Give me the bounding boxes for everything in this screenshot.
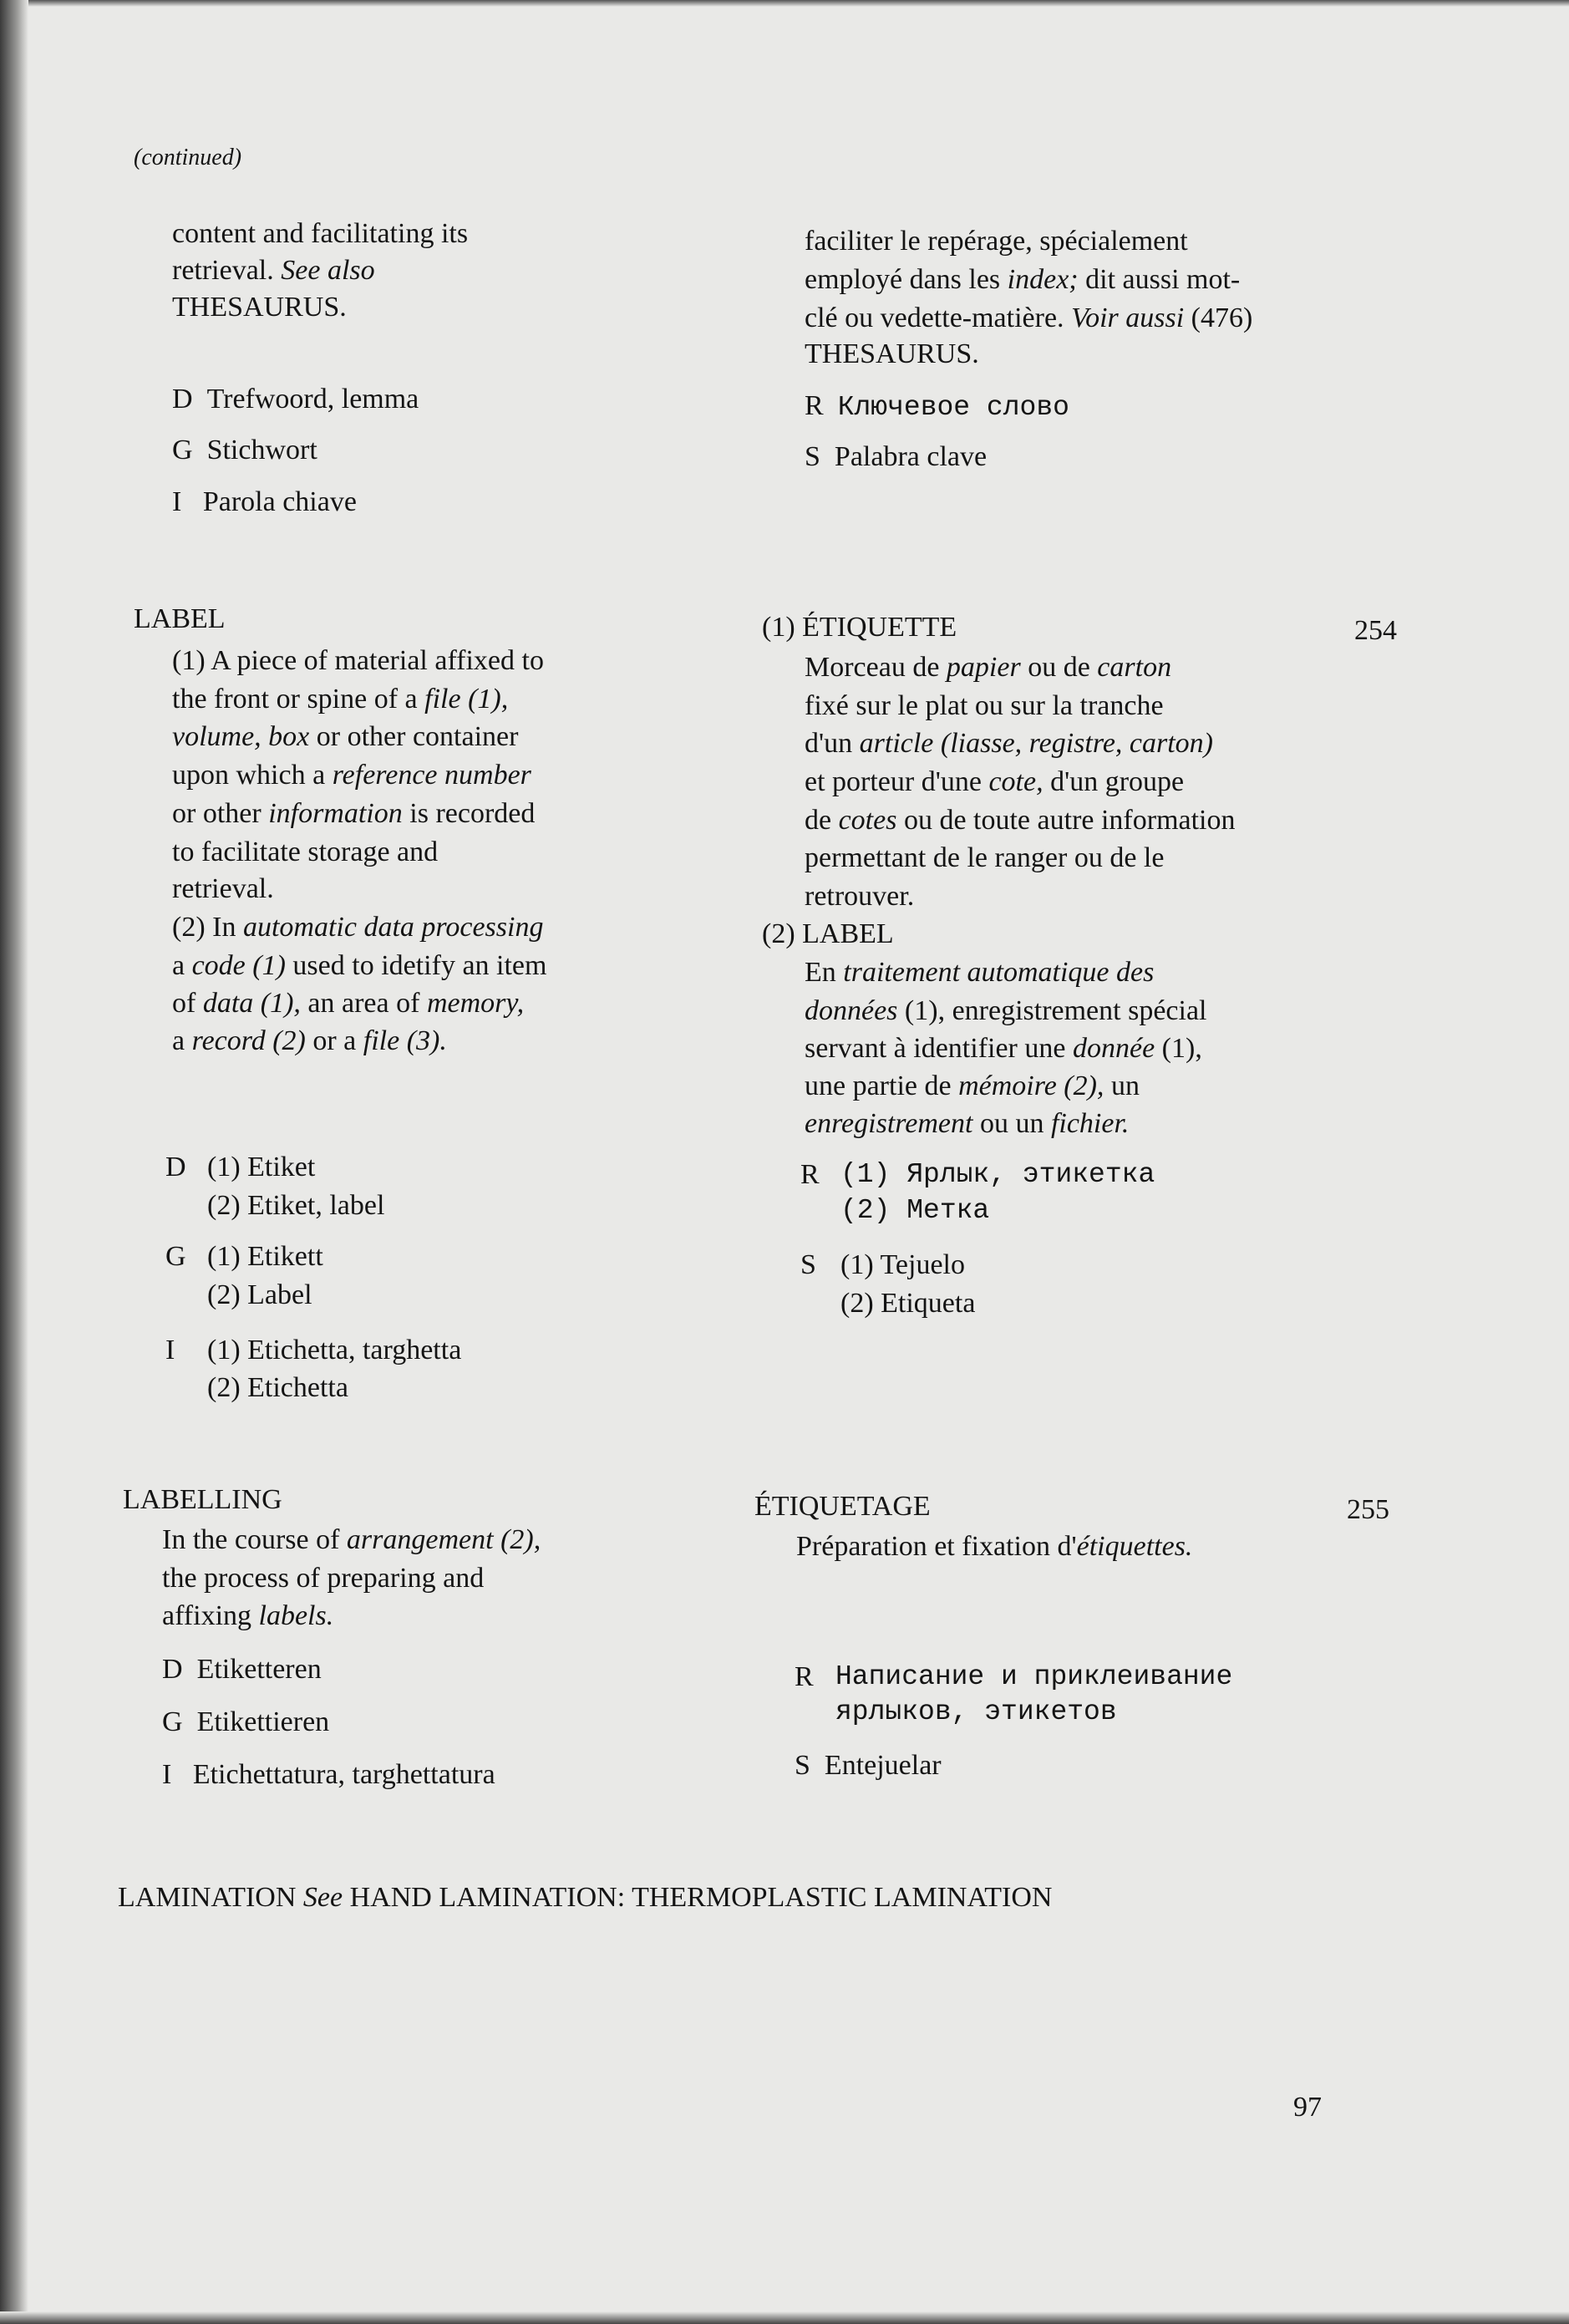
labelling-en-def-line: In the course of arrangement (2), <box>162 1524 541 1555</box>
label-en-def-line: the front or spine of a file (1), <box>172 684 509 714</box>
translation-s: S Entejuelar <box>795 1750 942 1781</box>
translation-i: I <box>165 1335 175 1365</box>
translation-r-1: (1) Ярлык, этикетка <box>840 1159 1155 1190</box>
label-fr-def-line: et porteur d'une cote, d'un groupe <box>805 766 1185 797</box>
carry-en-line: retrieval. See also <box>172 255 375 286</box>
label-en-def-line: of data (1), an area of memory, <box>172 988 525 1019</box>
label-en-def-line: a code (1) used to idetify an item <box>172 950 547 981</box>
label-en-def-line: retrieval. <box>172 873 274 904</box>
entry-term-label: LABEL <box>134 603 226 634</box>
translation-d: D Trefwoord, lemma <box>172 384 419 414</box>
translation-r-1: Написание и приклеивание <box>835 1661 1233 1692</box>
entry-number: 255 <box>1347 1494 1389 1525</box>
page-top-edge <box>0 0 1569 7</box>
translation-g: G <box>165 1241 186 1272</box>
translation-d-2: (2) Etiket, label <box>207 1190 385 1221</box>
translation-g: G Etikettieren <box>162 1706 330 1737</box>
carry-en-line: content and facilitating its <box>172 218 469 249</box>
translation-r-2: ярлыков, этикетов <box>835 1696 1117 1727</box>
translation-i: I Parola chiave <box>172 486 357 517</box>
page-left-edge <box>0 0 28 2324</box>
label-fr-def2-line: une partie de mémoire (2), un <box>805 1070 1140 1101</box>
carry-en-line: THESAURUS. <box>172 292 347 323</box>
label-en-def-line: or other information is recorded <box>172 798 536 829</box>
labelling-en-def-line: affixing labels. <box>162 1600 334 1631</box>
label-en-def-line: volume, box or other container <box>172 721 519 752</box>
labelling-fr-def: Préparation et fixation d'étiquettes. <box>796 1531 1193 1562</box>
label-fr-def2-line: servant à identifier une donnée (1), <box>805 1033 1202 1064</box>
label-en-def-line: upon which a reference number <box>172 760 531 791</box>
translation-s: S <box>800 1249 816 1280</box>
translation-g-2: (2) Label <box>207 1279 312 1310</box>
translation-d-1: (1) Etiket <box>207 1152 316 1182</box>
label-fr-def-line: fixé sur le plat ou sur la tranche <box>805 690 1164 721</box>
translation-s: S Palabra clave <box>805 441 988 472</box>
carry-fr-line: clé ou vedette-matière. Voir aussi (476) <box>805 303 1253 333</box>
translation-r-2: (2) Метка <box>840 1195 990 1226</box>
translation-g: G Stichwort <box>172 435 317 465</box>
label-fr-def-line: de cotes ou de toute autre information <box>805 805 1236 836</box>
label-fr-def-line: d'un article (liasse, registre, carton) <box>805 728 1213 759</box>
entry-fr-term-etiquette: (1) ÉTIQUETTE <box>762 612 957 643</box>
translation-i-1: (1) Etichetta, targhetta <box>207 1335 462 1365</box>
translation-i-2: (2) Etichetta <box>207 1372 348 1403</box>
translation-s-2: (2) Etiqueta <box>840 1288 976 1319</box>
carry-fr-line: employé dans les index; dit aussi mot- <box>805 264 1241 295</box>
label-fr-def2-line: données (1), enregistrement spécial <box>805 995 1207 1026</box>
entry-fr-term-label: (2) LABEL <box>762 918 894 949</box>
page-number: 97 <box>1293 2092 1322 2123</box>
continued-marker: (continued) <box>134 145 242 170</box>
label-fr-def-line: retrouver. <box>805 881 915 912</box>
label-en-def-line: to facilitate storage and <box>172 837 439 867</box>
entry-number: 254 <box>1354 615 1397 646</box>
label-en-def-line: a record (2) or a file (3). <box>172 1025 447 1056</box>
translation-d: D <box>165 1152 186 1182</box>
labelling-en-def-line: the process of preparing and <box>162 1563 485 1594</box>
entry-term-labelling: LABELLING <box>123 1484 282 1515</box>
translation-d: D Etiketteren <box>162 1654 322 1685</box>
entry-fr-term-etiquetage: ÉTIQUETAGE <box>754 1491 931 1522</box>
label-fr-def2-line: enregistrement ou un fichier. <box>805 1108 1130 1139</box>
translation-g-1: (1) Etikett <box>207 1241 323 1272</box>
translation-i: I Etichettatura, targhettatura <box>162 1759 495 1790</box>
label-fr-def-line: Morceau de papier ou de carton <box>805 652 1172 683</box>
lamination-cross-reference: LAMINATION See HAND LAMINATION: THERMOPLASTIC LAMINATION <box>118 1882 1053 1913</box>
translation-s-1: (1) Tejuelo <box>840 1249 965 1280</box>
carry-fr-line: THESAURUS. <box>805 338 979 369</box>
label-en-def-line: (1) A piece of material affixed to <box>172 645 544 676</box>
label-fr-def-line: permettant de le ranger ou de le <box>805 842 1165 873</box>
translation-r: R <box>795 1661 814 1692</box>
label-fr-def2-line: En traitement automatique des <box>805 957 1155 988</box>
translation-r: R <box>800 1159 820 1190</box>
carry-fr-line: faciliter le repérage, spécialement <box>805 226 1188 257</box>
translation-r: R Ключевое слово <box>805 390 1069 423</box>
label-en-def-line: (2) In automatic data processing <box>172 912 544 943</box>
page-bottom-edge <box>0 2311 1569 2324</box>
